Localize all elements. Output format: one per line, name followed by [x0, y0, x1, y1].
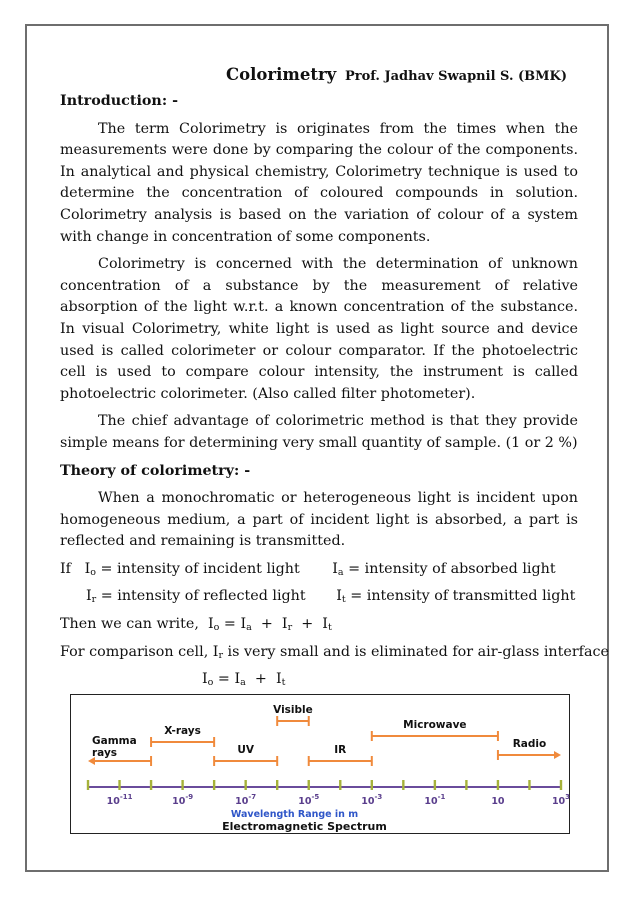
band-ir	[309, 744, 372, 766]
def-transmitted: = intensity of transmitted light	[350, 588, 576, 605]
arrow-head	[554, 751, 561, 759]
tick-label: $10^{-7}$	[235, 793, 257, 807]
comparison-line: For comparison cell, $I_r$ is very small and is eliminated for air-glass interface	[60, 643, 609, 661]
if-word: If	[60, 560, 71, 577]
then-text: Then we can write,	[60, 616, 199, 633]
band-uv	[214, 744, 277, 766]
band-label: IR	[334, 744, 347, 756]
spectrum-figure	[70, 694, 570, 834]
spectrum-chart	[71, 695, 569, 833]
theory-paragraph: When a monochromatic or heterogeneous light is incident upon homogeneous medium, a part of incident light is absorbed, a part is reflected and remaining is transmitted.	[60, 490, 578, 550]
tick-label: $10^{-5}$	[298, 793, 320, 807]
band-label: UV	[237, 744, 254, 756]
tick-exponent: -5	[311, 793, 320, 801]
tick-exponent: 3	[565, 793, 571, 801]
tick-exponent: -3	[374, 793, 383, 801]
document-body	[60, 58, 609, 691]
tick-exponent: -9	[185, 793, 194, 801]
band-gamma-rays	[88, 735, 151, 766]
comparison-rest: is very small and is eliminated for air-glass interface	[222, 643, 609, 660]
band-label: Gamma	[92, 735, 137, 747]
tick-label: $10^{-3}$	[361, 793, 383, 807]
def-incident: = intensity of incident light	[100, 560, 300, 577]
band-label: Visible	[273, 704, 313, 716]
definitions-line-1: If $I_o$ = intensity of incident light $I_a$ = intensity of absorbed light	[60, 560, 556, 578]
tick-label: $10^{-9}$	[172, 793, 194, 807]
comparison-text: For comparison cell, I	[60, 643, 219, 660]
simplified-equation: $I_o = I_a + I_t$	[202, 671, 286, 689]
introduction-heading: Introduction: -	[60, 93, 179, 109]
tick-label: $10^{-1}$	[424, 793, 446, 807]
intro-paragraph-2: Colorimetry is concerned with the determination of unknown concentration of a substance by the measurement of relative absorption of the light w.r.t. a known concentration of the substance. In visual Colorimetry, white light is used as light source and device used is called colorimeter or colour comparator. If the photoelectric cell is used to compare colour intensity, the instrument is called photoelectric colorimeter. (Also called filter photometer).	[60, 256, 578, 402]
band-visible	[273, 704, 313, 726]
title-row	[60, 58, 578, 88]
tick-exponent: -7	[248, 793, 257, 801]
band-microwave	[372, 719, 498, 741]
page-title: Colorimetry	[226, 65, 337, 84]
def-reflected: = intensity of reflected light	[100, 588, 306, 605]
tick-label: $10^3$	[551, 793, 571, 807]
theory-heading: Theory of colorimetry: -	[60, 462, 251, 479]
figure-caption: Electromagnetic Spectrum	[222, 820, 387, 833]
axis-label: Wavelength Range in m	[230, 809, 359, 820]
intro-paragraph-1: The term Colorimetry is originates from the times when the measurements were done by comparing the colour of the components. In analytical and physical chemistry, Colorimetry technique is used to determine the concentration of coloured compounds in solution. Colorimetry analysis is based on the variation of colour of a system with change in concentration of some components.	[60, 120, 578, 245]
tick-exponent: -11	[119, 793, 133, 801]
band-label: Microwave	[403, 719, 467, 731]
band-label: Radio	[512, 738, 547, 750]
definitions-line-2: $I_r$ = intensity of reflected light $I_t$ = intensity of transmitted light	[86, 588, 576, 606]
intro-paragraph-3: The chief advantage of colorimetric method is that they provide simple means for determining very small quantity of sample. (1 or 2 %)	[60, 413, 578, 451]
tick-exponent: -1	[437, 793, 446, 801]
equation-line: Then we can write, $I_o = I_a + I_r + I_t$	[60, 616, 332, 634]
tick-label: 10	[491, 796, 505, 807]
def-absorbed: = intensity of absorbed light	[348, 560, 556, 577]
band-label: X-rays	[164, 725, 201, 737]
tick-label: $10^{-11}$	[106, 793, 133, 807]
author-name: Prof. Jadhav Swapnil S. (BMK)	[345, 69, 567, 84]
band-radio	[498, 738, 561, 760]
band-label-line2: rays	[92, 747, 118, 759]
band-x-rays	[151, 725, 214, 747]
